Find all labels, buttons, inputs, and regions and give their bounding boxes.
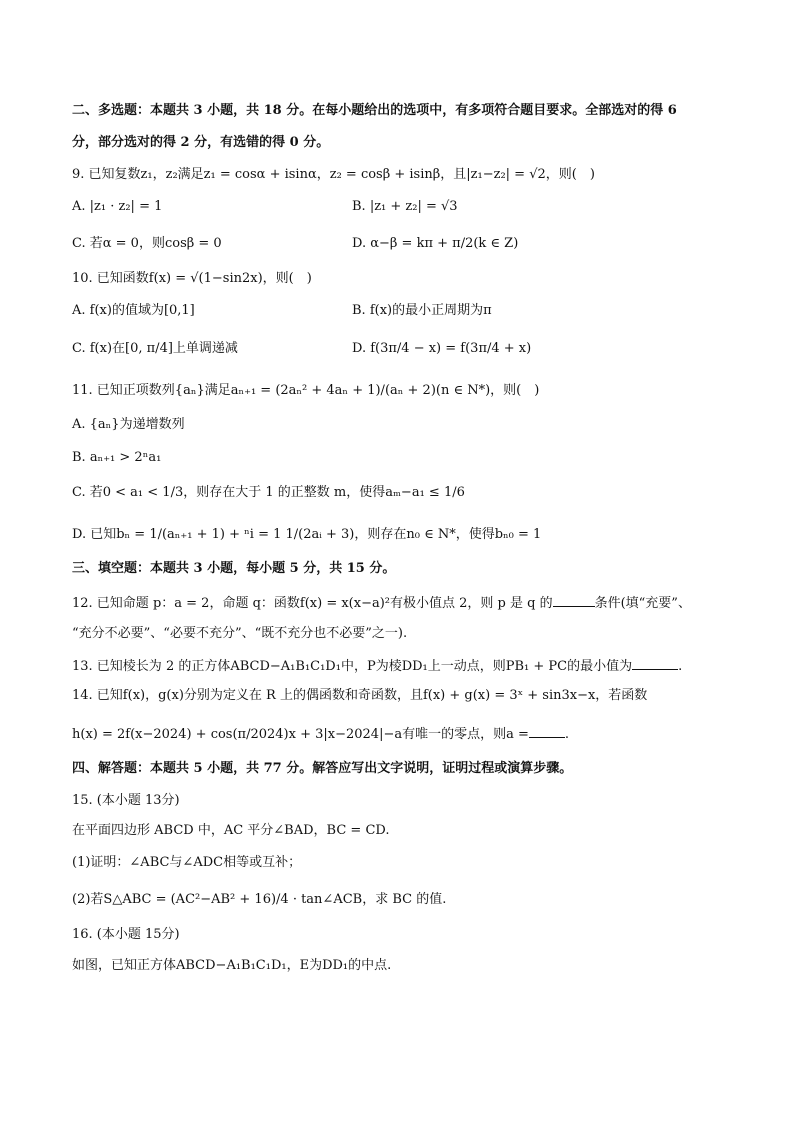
- q12-line2: “充分不必要”、“必要不充分”、“既不充分也不必要”之一).: [72, 626, 408, 641]
- q10-stem: 10. 已知函数f(x) = √(1−sin2x)，则( ): [72, 271, 312, 286]
- q12-text-b: 条件(填“充要”、: [594, 596, 691, 611]
- q11-option-c: C. 若0 < a₁ < 1/3，则存在大于 1 的正整数 m，使得aₘ−a₁ ≤ 1/6: [72, 485, 465, 500]
- q9-stem: 9. 已知复数z₁，z₂满足z₁ = cosα + isinα，z₂ = cosβ + isinβ，且|z₁−z₂| = √2，则( ): [72, 167, 595, 182]
- q12-answer-blank[interactable]: [553, 593, 595, 607]
- q10-option-c: C. f(x)在[0, π/4]上单调递减: [72, 341, 238, 356]
- q9-option-d: D. α−β = kπ + π/2(k ∈ Z): [352, 236, 519, 251]
- q12-line1: [72, 593, 691, 613]
- q15-part1: (1)证明：∠ABC与∠ADC相等或互补；: [72, 855, 302, 870]
- q14-text-a: h(x) = 2f(x−2024) + cos(π/2024)x + 3|x−2024|−a有唯一的零点，则a =: [72, 727, 529, 742]
- q14-answer-blank[interactable]: [529, 724, 565, 738]
- q13-text-a: 13. 已知棱长为 2 的正方体ABCD−A₁B₁C₁D₁中，P为棱DD₁上一动点，则PB₁ + PC的最小值为: [72, 659, 633, 674]
- q15-part2: (2)若S△ABC = (AC²−AB² + 16)/4 · tan∠ACB，求 BC 的值.: [72, 892, 447, 907]
- section2-heading-line1: 二、多选题：本题共 3 小题，共 18 分。在每小题给出的选项中，有多项符合题目要求。全部选对的得 6: [72, 103, 677, 118]
- q16-stem: 如图，已知正方体ABCD−A₁B₁C₁D₁，E为DD₁的中点.: [72, 958, 392, 973]
- section3-heading: 三、填空题：本题共 3 小题，每小题 5 分，共 15 分。: [72, 561, 396, 576]
- q14-line1: 14. 已知f(x)，g(x)分别为定义在 R 上的偶函数和奇函数，且f(x) + g(x) = 3ˣ + sin3x−x，若函数: [72, 688, 648, 703]
- section2-heading-line2: 分，部分选对的得 2 分，有选错的得 0 分。: [72, 135, 330, 150]
- q13-line: [72, 656, 682, 676]
- q11-option-a: A. {aₙ}为递增数列: [72, 417, 185, 432]
- q11-stem: 11. 已知正项数列{aₙ}满足aₙ₊₁ = (2aₙ² + 4aₙ + 1)/(aₙ + 2)(n ∈ N*)，则( ): [72, 383, 540, 398]
- q16-title: 16. (本小题 15分): [72, 927, 180, 942]
- q9-option-c: C. 若α = 0，则cosβ = 0: [72, 236, 222, 251]
- q15-stem: 在平面四边形 ABCD 中，AC 平分∠BAD，BC = CD.: [72, 823, 390, 838]
- q11-option-d: D. 已知bₙ = 1/(aₙ₊₁ + 1) + ⁿi = 1 1/(2aᵢ + 3)，则存在n₀ ∈ N*，使得bₙ₀ = 1: [72, 527, 542, 542]
- q10-option-a: A. f(x)的值域为[0,1]: [72, 303, 195, 318]
- q12-text-a: 12. 已知命题 p：a = 2，命题 q：函数f(x) = x(x−a)²有极小值点 2，则 p 是 q 的: [72, 596, 553, 611]
- q14-text-b: .: [564, 727, 570, 742]
- q9-option-a: A. |z₁ · z₂| = 1: [72, 199, 163, 214]
- q10-option-b: B. f(x)的最小正周期为π: [352, 303, 492, 318]
- q13-answer-blank[interactable]: [632, 656, 678, 670]
- q10-option-d: D. f(3π/4 − x) = f(3π/4 + x): [352, 341, 532, 356]
- q11-option-b: B. aₙ₊₁ > 2ⁿa₁: [72, 450, 162, 465]
- q13-text-b: .: [678, 659, 683, 674]
- q14-line2: [72, 724, 569, 744]
- section4-heading: 四、解答题：本题共 5 小题，共 77 分。解答应写出文字说明，证明过程或演算步骤。: [72, 761, 573, 776]
- q9-option-b: B. |z₁ + z₂| = √3: [352, 199, 458, 214]
- q15-title: 15. (本小题 13分): [72, 793, 180, 808]
